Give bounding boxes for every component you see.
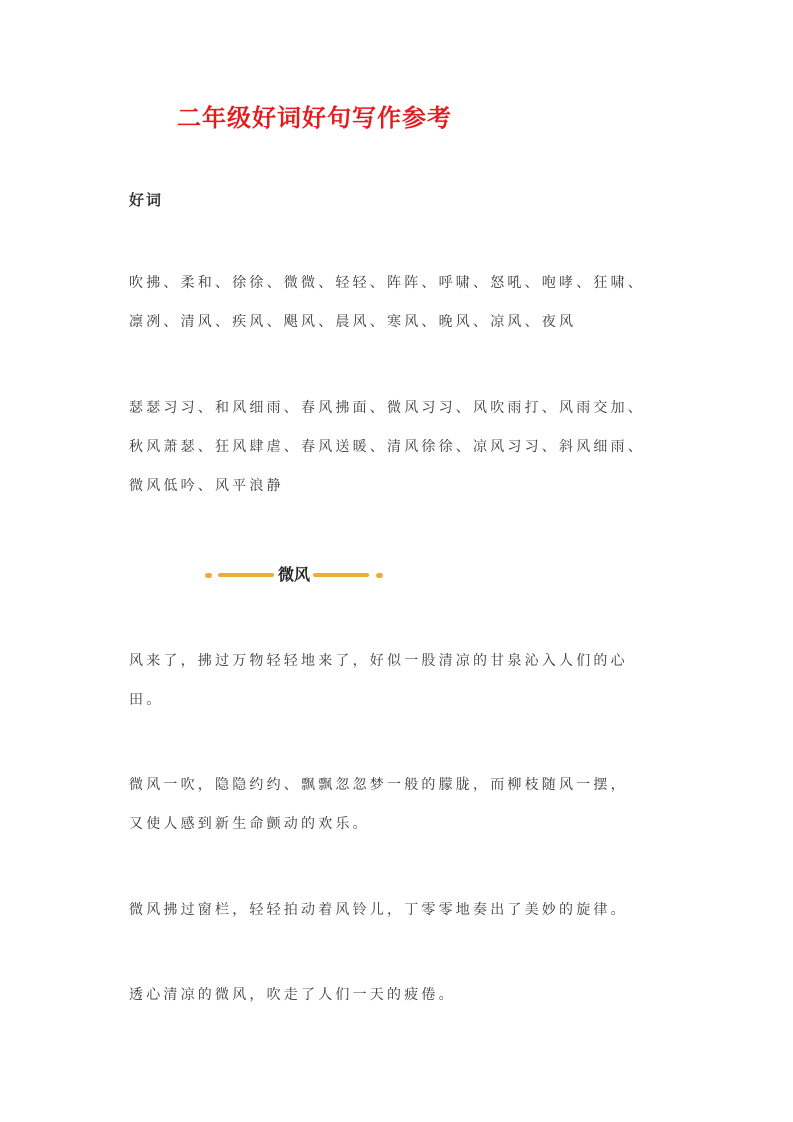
- words-line: 吹拂、柔和、徐徐、微微、轻轻、阵阵、呼啸、怒吼、咆哮、狂啸、: [129, 275, 645, 291]
- page-title: 二年级好词好句写作参考: [177, 104, 452, 132]
- sentence-line: 微风一吹，隐隐约约、飘飘忽忽梦一般的朦胧，而柳枝随风一摆，: [129, 777, 628, 793]
- sentence-line: 透心清凉的微风，吹走了人们一天的疲倦。: [129, 987, 456, 1003]
- sentence-paragraph-1: [129, 642, 674, 720]
- words-line: 瑟瑟习习、和风细雨、春风拂面、微风习习、风吹雨打、风雨交加、: [129, 400, 645, 416]
- words-line: 秋风萧瑟、狂风肆虐、春风送暖、清风徐徐、凉风习习、斜风细雨、: [129, 439, 645, 455]
- section-heading-good-words: 好词: [129, 191, 164, 209]
- sentence-line: 风来了，拂过万物轻轻地来了，好似一股清凉的甘泉沁入人们的心: [129, 653, 628, 669]
- divider-bar-right: [313, 573, 369, 577]
- sentence-line: 微风拂过窗栏，轻轻拍动着风铃儿，丁零零地奏出了美妙的旋律。: [129, 902, 628, 918]
- divider-dot-left: [205, 573, 212, 578]
- divider-label: 微风: [278, 565, 311, 584]
- words-line: 凛冽、清风、疾风、飓风、晨风、寒风、晚风、凉风、夜风: [129, 314, 577, 330]
- divider-bar-left: [218, 573, 274, 577]
- divider-dot-right: [376, 573, 383, 578]
- section-divider: [205, 562, 385, 588]
- sentence-line: 田。: [129, 692, 164, 708]
- words-line: 微风低吟、风平浪静: [129, 478, 284, 494]
- words-paragraph-2: [129, 389, 674, 506]
- sentence-paragraph-4: [129, 976, 674, 1015]
- sentence-paragraph-2: [129, 766, 674, 844]
- sentence-paragraph-3: [129, 891, 674, 930]
- words-paragraph-1: [129, 264, 674, 342]
- sentence-line: 又使人感到新生命颤动的欢乐。: [129, 816, 370, 832]
